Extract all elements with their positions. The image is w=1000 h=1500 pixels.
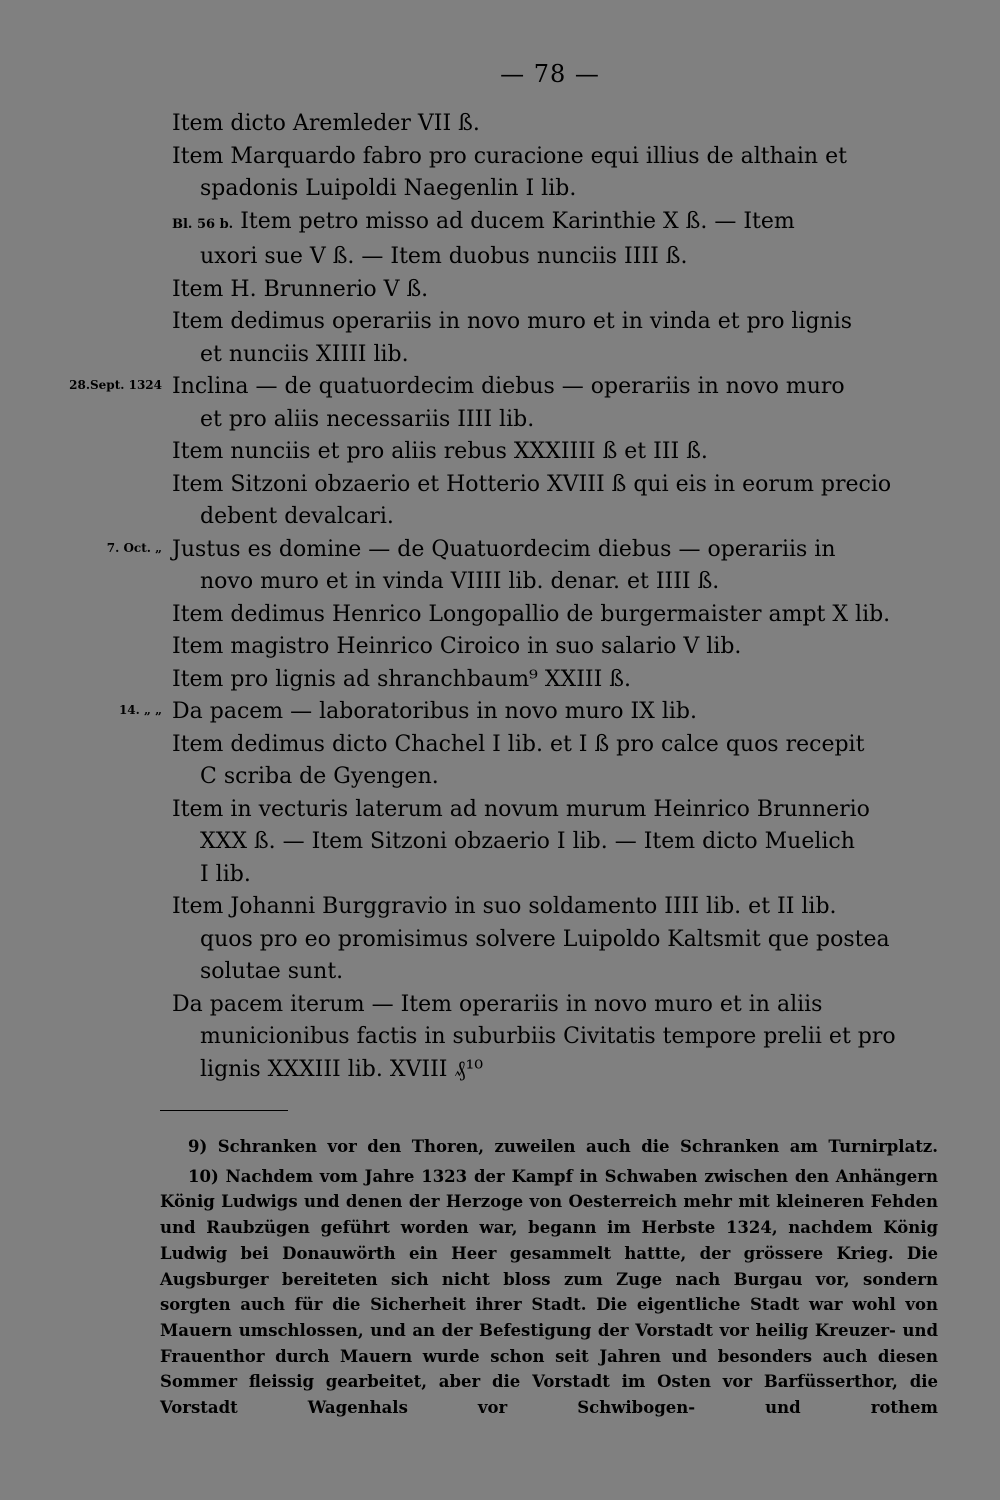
entry-first-line: Inclina — de quatuordecim diebus — operariis in novo muro [172, 374, 845, 399]
footnote-10: 10) Nachdem vom Jahre 1323 der Kampf in Schwaben zwischen den Anhängern König Ludwigs und denen der Herzoge von Oesterreich mehr mit kleineren Fehden und Raubzügen geführt worden war, begann im Herbste 1324, nachdem König Ludwig bei Donauwörth ein Heer gesammelt hattte, der grössere Krieg. Die Augsburger bereiteten sich nicht bloss zum Zuge nach Burgau vor, sondern sorgten auch für die Sicherheit ihrer Stadt. Die eigentliche Stadt war wohl von Mauern umschlossen, und an der Befestigung der Vorstadt vor heilig Kreuzer- und Frauenthor durch Mauern wurde schon seit Jahren und besonders auch diesen Sommer fleissig gearbeitet, aber die Vorstadt im Osten vor Barfüsserthor, die Vorstadt Wagenhals vor Schwibogen- und rothem [160, 1166, 938, 1418]
entry-first-line: Item nunciis et pro aliis rebus XXXIIII ß et III ß. [172, 439, 708, 464]
entry-text [172, 469, 936, 534]
entry-text [172, 436, 936, 469]
entry-first-line: Item Sitzoni obzaerio et Hotterio XVIII ß qui eis in eorum precio [172, 471, 892, 497]
entry-continuation-line: XXX ß. — Item Sitzoni obzaerio I lib. — Item dicto Muelich [200, 829, 855, 854]
ledger-entry [172, 436, 936, 469]
entry-text [172, 206, 936, 274]
entry-text [172, 534, 936, 599]
entry-text [172, 306, 936, 371]
ledger-entry [172, 599, 936, 632]
entry-continuation-line: et pro aliis necessariis IIII lib. [200, 406, 535, 432]
folio-marker: Bl. 56 b. [172, 216, 234, 232]
entry-first-line: Da pacem — laboratoribus in novo muro IX lib. [172, 699, 697, 724]
ledger-entry [172, 794, 936, 892]
entry-first-line [172, 209, 795, 234]
entry-first-line: Item Marquardo fabro pro curacione equi illius de althain et [172, 143, 847, 169]
ledger-entry [69, 371, 936, 436]
margin-date: 28.Sept. 1324 [69, 378, 162, 392]
ledger-entry [172, 141, 936, 206]
entry-text [172, 729, 936, 794]
entry-continuation-line: novo muro et in vinda VIIII lib. denar. et IIII ß. [200, 569, 720, 594]
ledger-entry [172, 664, 936, 697]
entry-continuation-line: et nunciis XIIII lib. [200, 341, 409, 367]
entry-text [172, 696, 936, 729]
entry-continuation-line: debent devalcari. [200, 504, 394, 529]
entry-continuation-line: municionibus factis in suburbiis Civitatis tempore prelii et pro [200, 1024, 896, 1049]
entry-text [172, 371, 936, 436]
entry-continuation-line: spadonis Luipoldi Naegenlin I lib. [200, 176, 577, 201]
entry-text [172, 631, 936, 664]
page-number: — 78 — [500, 60, 600, 88]
ledger-entries [0, 108, 1000, 1086]
entry-text [172, 141, 936, 206]
margin-date: 14. „ „ [118, 703, 162, 717]
entry-first-line: Da pacem iterum — Item operariis in novo muro et in aliis [172, 991, 823, 1017]
ledger-entry [172, 989, 936, 1087]
entry-first-line: Item pro lignis ad shranchbaum⁹ XXIII ß. [172, 666, 631, 692]
entry-text [172, 274, 936, 307]
entry-text [172, 108, 936, 141]
entry-text [172, 664, 936, 697]
ledger-entry [172, 306, 936, 371]
entry-text [172, 989, 936, 1087]
ledger-entry [172, 469, 936, 534]
entry-text [172, 891, 936, 989]
entry-first-line: Item dedimus operariis in novo muro et in vinda et pro lignis [172, 309, 853, 334]
ledger-entry [118, 696, 936, 729]
footnotes [160, 1134, 938, 1421]
ledger-entry [172, 729, 936, 794]
entry-first-line: Item Johanni Burggravio in suo soldamento IIII lib. et II lib. [172, 894, 837, 919]
ledger-entry [172, 206, 936, 274]
entry-first-line: Item in vecturis laterum ad novum murum Heinrico Brunnerio [172, 796, 870, 822]
entry-line-text: Item petro misso ad ducem Karinthie X ß. — Item [240, 208, 795, 234]
ledger-entry [172, 274, 936, 307]
entry-first-line: Item dedimus dicto Chachel I lib. et I ß pro calce quos recepit [172, 731, 865, 757]
entry-continuation-line: uxori sue V ß. — Item duobus nunciis IIII ß. [200, 244, 688, 269]
entry-continuation-line: C scriba de Gyengen. [200, 764, 439, 789]
entry-continuation-line: solutae sunt. [200, 959, 344, 984]
ledger-entry [172, 631, 936, 664]
footnote-divider [160, 1110, 288, 1111]
entry-first-line: Item dedimus Henrico Longopallio de burgermaister ampt X lib. [172, 601, 891, 627]
entry-text [172, 794, 936, 892]
entry-continuation-line: I lib. [200, 861, 251, 887]
entry-first-line: Item dicto Aremleder VII ß. [172, 111, 480, 136]
ledger-entry [172, 891, 936, 989]
ledger-entry [106, 534, 936, 599]
footnote-9: 9) Schranken vor den Thoren, zuweilen auch die Schranken am Turnirplatz. [188, 1137, 938, 1156]
ledger-entry [172, 108, 936, 141]
entry-first-line: Item magistro Heinrico Ciroico in suo salario V lib. [172, 634, 742, 659]
entry-continuation-line: quos pro eo promisimus solvere Luipoldo Kaltsmit que postea [200, 926, 890, 952]
entry-continuation-line: lignis XXXIII lib. XVIII ₰¹⁰ [200, 1056, 484, 1082]
entry-text [172, 599, 936, 632]
margin-date: 7. Oct. „ [106, 540, 162, 555]
entry-first-line: Justus es domine — de Quatuordecim diebus — operariis in [172, 536, 836, 562]
entry-first-line: Item H. Brunnerio V ß. [172, 276, 429, 302]
